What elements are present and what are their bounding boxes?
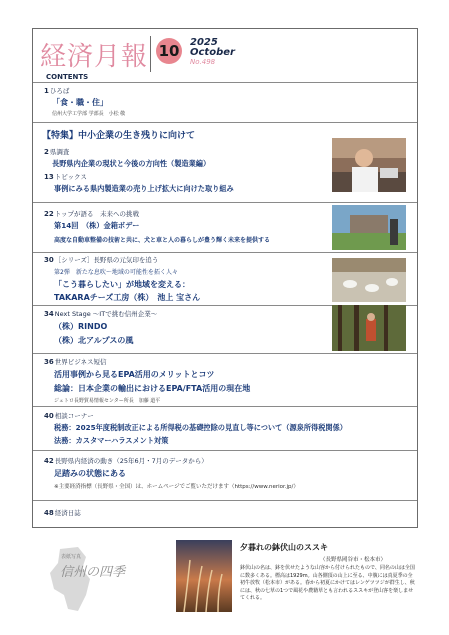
category-label: トピックス [54,173,87,181]
page-number: 34 [44,310,54,318]
cover-photo-susuki [176,540,232,612]
toc-entry-hiroba[interactable] [44,86,125,117]
entry-title: 活用事例から見るEPA活用のメリットとコツ [54,370,215,379]
category-label: ［シリーズ］長野県の元気印を追う [54,256,159,264]
page-number: 2 [44,148,49,156]
toc-entry-survey[interactable] [44,147,210,169]
toc-entry-top-interview[interactable] [44,209,270,244]
caption-location: （長野県岡谷市・松本市） [320,557,387,563]
entry-title: 「食・職・住」 [52,98,108,107]
category-label: 長野県内経済の動き（25年6月・7月のデータから） [54,457,208,465]
divider [33,252,417,253]
category-label: 世界ビジネス短信 [54,358,107,366]
entry-author: 信州大学工学部 学部長 小松 敬 [52,111,126,117]
category-label: ひろば [49,87,70,95]
special-feature-heading: 【特集】中小企業の生き残りに向けて [42,131,196,141]
toc-entry-diary[interactable] [44,508,81,517]
page-number: 42 [44,457,54,465]
entry-title-2: TAKARAチーズ工房（株） 池上 宝さん [54,293,201,302]
divider [33,353,417,354]
divider [33,500,417,501]
divider [33,406,417,407]
masthead: 経済月報 [40,42,149,72]
entry-author: ジェトロ長野貿易情報センター所長 加藤 道平 [54,398,161,404]
entry-note: ※主要経済指標（長野県・全国）は、ホームページでご覧いただけます（https://www.nerior.jp/） [54,484,299,490]
entry-title: 足踏みの状態にある [54,469,126,478]
photo-interview-man [332,138,406,192]
category-label: トップが語る 未来への挑戦 [54,210,140,218]
entry-title: 事例にみる県内製造業の売り上げ拡大に向けた取り組み [54,184,234,193]
toc-entry-series[interactable] [44,255,200,303]
page-number: 30 [44,256,54,264]
series-title: 信州の四季 [60,565,126,580]
issue-year: 2025 [190,37,218,48]
series-small-label: 表紙写真 [61,554,82,560]
page-number: 22 [44,210,54,218]
toc-entry-next-stage[interactable] [44,309,157,346]
entry-title: 「こう暮らしたい」が地域を変える： [54,280,190,289]
entry-title-2: （株）北アルプスの風 [54,336,134,345]
caption-title: 夕暮れの鉢伏山のススキ [240,543,328,552]
entry-title: 第14回 （株）金箱ボデー [54,221,140,230]
header-divider [150,36,151,72]
contents-label: CONTENTS [46,73,89,81]
entry-title-2: 法務：カスタマーハラスメント対策 [54,436,169,445]
category-label: 経済日誌 [54,509,81,517]
category-label: Next Stage ～ITで挑む信州企業～ [54,310,158,318]
page-number: 40 [44,412,54,420]
entry-title: （株）RINDO [54,322,108,331]
toc-entry-economy[interactable] [44,456,299,490]
issue-number: No.498 [190,58,216,66]
entry-subtitle: 高度な自動車整備の技術と共に、犬と車と人の暮らしが豊う輝く未来を提供する [54,237,271,244]
page-number: 48 [44,509,54,517]
entry-subtitle: 第2弾 新たな息吹～地域の可能性を拓く人々 [54,269,178,276]
photo-forest-worker [332,305,406,351]
category-label: 県調査 [49,148,70,156]
entry-title: 長野県内企業の現状と今後の方向性（製造業編） [52,159,211,168]
page-number: 1 [44,87,49,95]
caption-body: 鉢伏山の名は、鉢を伏せたような山容から付けられたもので、同名の山は全国に数多くある。標高は1929m。山各側頂の山上に至る、中腹には真夏季の全初牛放牧（松本市）がある。春から初夏にかけてはレンゲツツジが群生し、秋には、秋の七草の1つで風花や農籍草とも言われるススキが登山客を楽しませてくれる。 [240,565,415,601]
issue-month-badge: 10 [156,38,182,64]
divider [33,202,417,203]
page-number: 36 [44,358,54,366]
issue-month: October [190,47,235,58]
entry-title-2: 総論：日本企業の輸出におけるEPA/FTA活用の現在地 [54,384,251,393]
divider [33,122,417,123]
photo-dog-park [332,205,406,250]
category-label: 相談コーナー [54,412,94,420]
page-number: 13 [44,173,54,181]
toc-entry-topics[interactable] [44,172,234,194]
divider [33,82,417,83]
photo-goats [332,258,406,302]
entry-title: 税務：2025年度税制改正による所得税の基礎控除の見直し等について（源泉所得税関係） [54,423,347,432]
toc-entry-world-business[interactable] [44,357,250,404]
divider [33,450,417,451]
toc-entry-consultation[interactable] [44,411,347,446]
